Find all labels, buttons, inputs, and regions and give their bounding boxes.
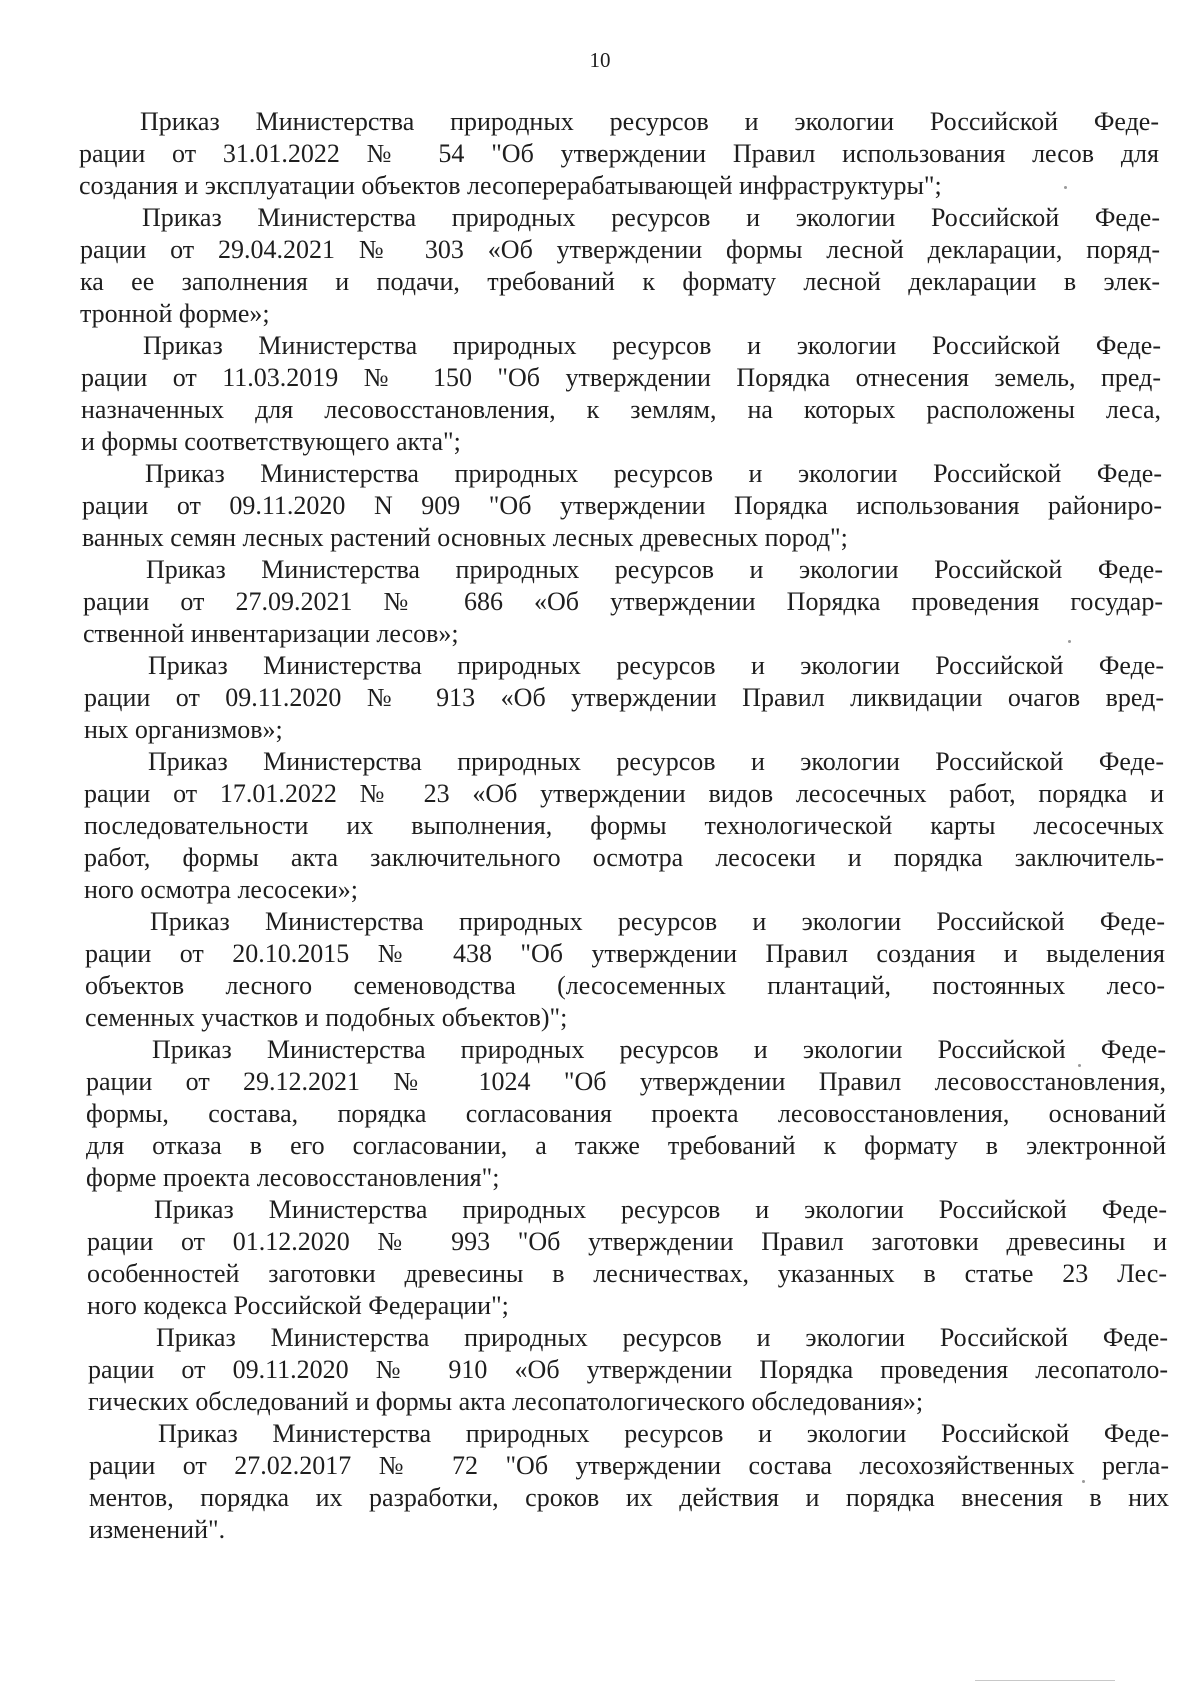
text-line: форме проекта лесовосстановления"; xyxy=(86,1163,500,1192)
text-line: тронной форме»; xyxy=(80,299,270,328)
text-line: Приказ Министерства природных ресурсов и экологии Российской Феде- xyxy=(146,555,1163,584)
text-line: Приказ Министерства природных ресурсов и экологии Российской Феде- xyxy=(148,651,1164,680)
text-line: Приказ Министерства природных ресурсов и экологии Российской Феде- xyxy=(148,747,1164,776)
text-line: назначенных для лесовосстановления, к землям, на которых расположены леса, xyxy=(81,395,1161,424)
text-line: Приказ Министерства природных ресурсов и экологии Российской Феде- xyxy=(156,1323,1168,1352)
text-line: Приказ Министерства природных ресурсов и экологии Российской Феде- xyxy=(143,331,1161,360)
paragraph xyxy=(85,906,1165,1034)
text-line: формы, состава, порядка согласования проекта лесовосстановления, оснований xyxy=(86,1099,1166,1128)
text-line: ванных семян лесных растений основных лесных древесных пород"; xyxy=(82,523,848,552)
text-line: рации от 27.09.2021 № 686 «Об утверждении Порядка проведения государ- xyxy=(83,587,1163,616)
text-line: изменений". xyxy=(89,1515,226,1544)
page-number: 10 xyxy=(589,48,611,72)
text-line: ного кодекса Российской Федерации"; xyxy=(87,1291,509,1320)
text-line: рации от 31.01.2022 № 54 "Об утверждении Правил использования лесов для xyxy=(79,139,1159,168)
text-line: создания и эксплуатации объектов лесоперерабатывающей инфраструктуры"; xyxy=(79,171,942,200)
paragraph xyxy=(86,1034,1166,1194)
text-line: Приказ Министерства природных ресурсов и экологии Российской Феде- xyxy=(154,1195,1167,1224)
text-line: работ, формы акта заключительного осмотра лесосеки и порядка заключитель- xyxy=(84,843,1164,872)
paragraph xyxy=(79,106,1159,202)
text-line: рации от 01.12.2020 № 993 "Об утверждении Правил заготовки древесины и xyxy=(87,1227,1167,1256)
scan-speck xyxy=(1078,1064,1081,1067)
text-line: Приказ Министерства природных ресурсов и экологии Российской Феде- xyxy=(158,1419,1169,1448)
text-line: Приказ Министерства природных ресурсов и экологии Российской Феде- xyxy=(142,203,1160,232)
text-line: особенностей заготовки древесины в лесничествах, указанных в статье 23 Лес- xyxy=(87,1259,1167,1288)
text-line: рации от 09.11.2020 № 910 «Об утверждении Порядка проведения лесопатоло- xyxy=(88,1355,1168,1384)
paragraph xyxy=(87,1194,1167,1322)
paragraph xyxy=(89,1418,1169,1546)
scan-edge-line xyxy=(975,1680,1115,1681)
document-body xyxy=(0,106,1200,1546)
text-line: Приказ Министерства природных ресурсов и экологии Российской Феде- xyxy=(150,907,1165,936)
text-line: рации от 29.12.2021 № 1024 "Об утверждении Правил лесовосстановления, xyxy=(86,1067,1166,1096)
text-line: Приказ Министерства природных ресурсов и экологии Российской Феде- xyxy=(145,459,1162,488)
text-line: для отказа в его согласовании, а также требований к формату в электронной xyxy=(86,1131,1166,1160)
text-line: рации от 17.01.2022 № 23 «Об утверждении видов лесосечных работ, порядка и xyxy=(84,779,1164,808)
text-line: рации от 11.03.2019 № 150 "Об утверждении Порядка отнесения земель, пред- xyxy=(81,363,1161,392)
paragraph xyxy=(82,458,1162,554)
text-line: рации от 09.11.2020 N 909 "Об утверждении Порядка использования райониро- xyxy=(82,491,1162,520)
paragraph xyxy=(81,330,1161,458)
text-line: рации от 20.10.2015 № 438 "Об утверждении Правил создания и выделения xyxy=(85,939,1165,968)
paragraph xyxy=(84,746,1164,906)
text-line: рации от 09.11.2020 № 913 «Об утверждении Правил ликвидации очагов вред- xyxy=(84,683,1164,712)
paragraph xyxy=(84,650,1164,746)
text-line: рации от 29.04.2021 № 303 «Об утверждении формы лесной декларации, поряд- xyxy=(80,235,1160,264)
text-line: Приказ Министерства природных ресурсов и экологии Российской Феде- xyxy=(140,107,1159,136)
text-line: Приказ Министерства природных ресурсов и экологии Российской Феде- xyxy=(152,1035,1166,1064)
text-line: ного осмотра лесосеки»; xyxy=(84,875,358,904)
text-line: ментов, порядка их разработки, сроков их действия и порядка внесения в них xyxy=(89,1483,1169,1512)
paragraph xyxy=(83,554,1163,650)
scan-speck xyxy=(1082,1480,1085,1483)
text-line: ных организмов»; xyxy=(84,715,283,744)
text-line: рации от 27.02.2017 № 72 "Об утверждении состава лесохозяйственных регла- xyxy=(89,1451,1169,1480)
text-line: объектов лесного семеноводства (лесосеменных плантаций, постоянных лесо- xyxy=(85,971,1165,1000)
text-line: последовательности их выполнения, формы технологической карты лесосечных xyxy=(84,811,1164,840)
text-line: гических обследований и формы акта лесопатологического обследования»; xyxy=(88,1387,924,1416)
text-line: и формы соответствующего акта"; xyxy=(81,427,461,456)
text-line: семенных участков и подобных объектов)"; xyxy=(85,1003,568,1032)
scan-speck xyxy=(1068,640,1071,643)
text-line: ственной инвентаризации лесов»; xyxy=(83,619,459,648)
scan-speck xyxy=(1064,186,1067,189)
paragraph xyxy=(88,1322,1168,1418)
text-line: ка ее заполнения и подачи, требований к формату лесной декларации в элек- xyxy=(80,267,1160,296)
paragraph xyxy=(80,202,1160,330)
